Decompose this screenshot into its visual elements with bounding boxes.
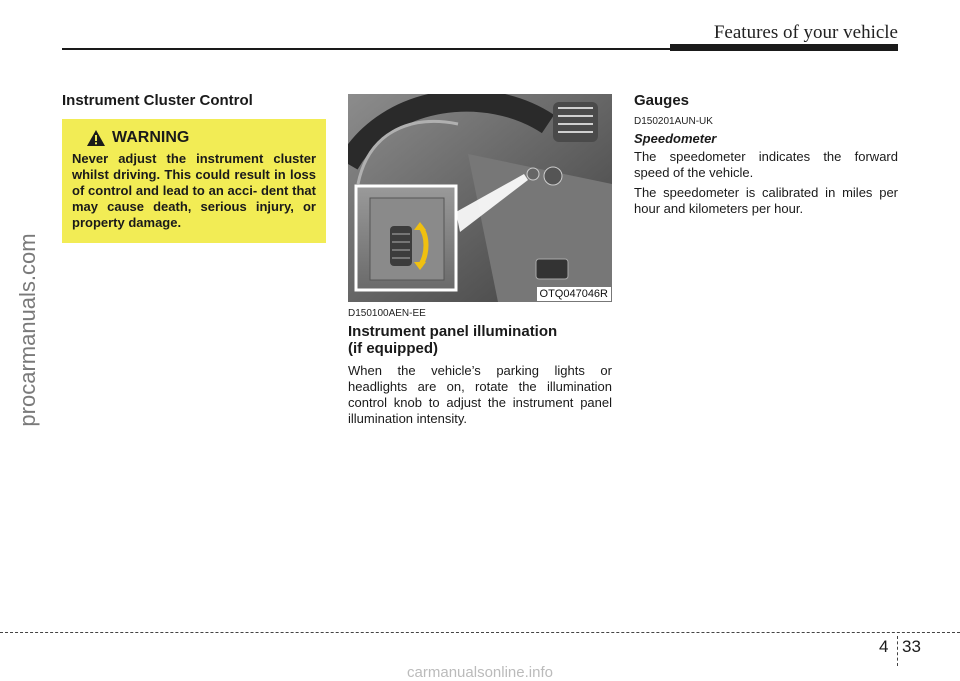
image-caption: OTQ047046R <box>537 287 611 301</box>
page-number-divider <box>897 636 898 666</box>
section-title: Instrument Cluster Control <box>62 92 253 109</box>
gauges-heading: Gauges <box>634 92 690 109</box>
bottom-watermark: carmanualsonline.info <box>407 664 553 681</box>
section-heading <box>348 323 557 357</box>
gauges-code: D150201AUN-UK <box>634 116 713 127</box>
speedometer-body <box>634 149 898 221</box>
section-body: When the vehicle’s parking lights or headlights are on, rotate the illumination control knob to adjust the instrument panel illumination intensity. <box>348 363 612 426</box>
speedometer-para-1: The speedometer indicates the forward speed of the vehicle. <box>634 149 898 180</box>
speedometer-subheading: Speedometer <box>634 131 717 146</box>
header-title: Features of your vehicle <box>713 22 898 43</box>
dashboard-illustration <box>348 94 612 302</box>
header-rule-accent <box>670 44 898 51</box>
site-watermark: procarmanuals.com <box>15 233 40 427</box>
section-heading-line1: Instrument panel illumination <box>348 323 558 340</box>
page-number: 33 <box>902 637 921 656</box>
warning-triangle-icon <box>86 129 106 147</box>
section-code: D150100AEN-EE <box>348 308 426 319</box>
chapter-number: 4 <box>879 637 889 656</box>
warning-box <box>62 119 326 243</box>
illumination-control-photo <box>348 94 612 302</box>
section-heading-line2: (if equipped) <box>348 340 438 357</box>
footer-rule <box>0 632 960 633</box>
header-rule <box>62 48 672 50</box>
warning-title: WARNING <box>112 129 190 146</box>
warning-body: Never adjust the instrument cluster whilst driving. This could result in loss of control and lead to an acci- dent that may cause death, serious injury, or property damage. <box>72 151 316 230</box>
warning-header <box>86 129 316 147</box>
speedometer-para-2: The speedometer is calibrated in miles per hour and kilometers per hour. <box>634 185 898 216</box>
